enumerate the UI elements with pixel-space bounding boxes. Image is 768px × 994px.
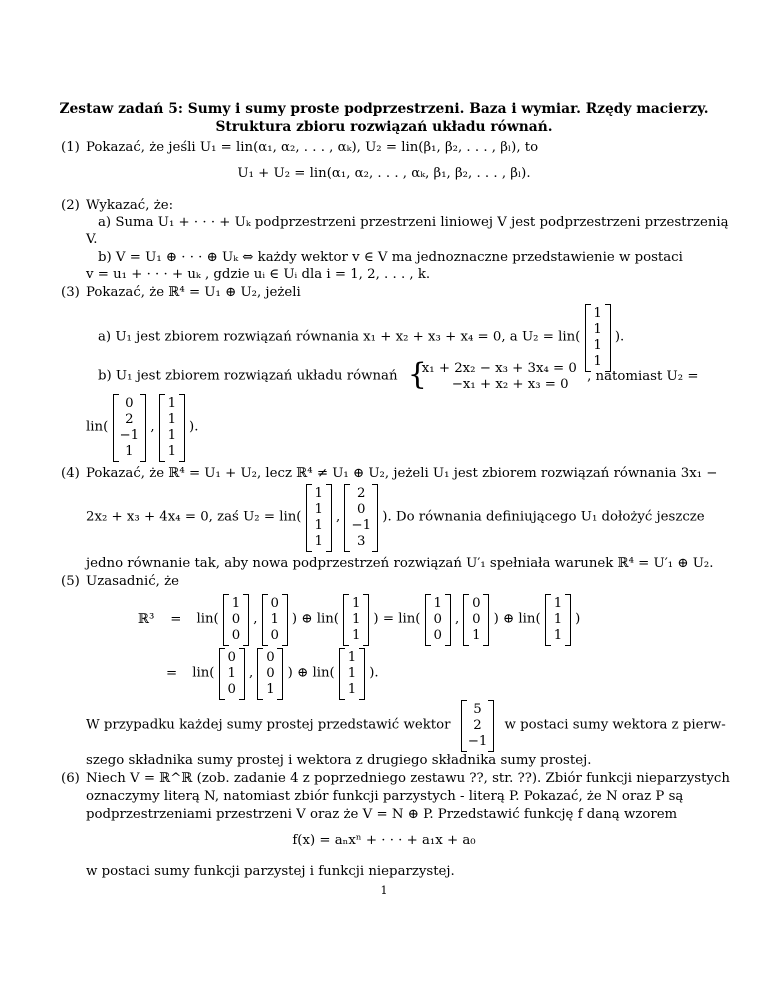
problem-6-label: (6) xyxy=(61,771,80,786)
vector-entry: 3 xyxy=(356,534,366,549)
problem-6-line-4: w postaci sumy funkcji parzystej i funkcji nieparzystej. xyxy=(86,864,455,879)
vector-entry: 1 xyxy=(314,534,323,549)
equals-sign: = xyxy=(170,611,182,627)
problem-3b-text: b) U₁ jest zbiorem rozwiązań układu równań xyxy=(98,368,398,384)
lin-label: lin( xyxy=(86,419,109,435)
vector-entry: 1 xyxy=(314,518,323,533)
vector-5-3 xyxy=(343,594,369,646)
vector-entry: 1 xyxy=(314,486,323,501)
problem-3b xyxy=(98,357,699,393)
vector-entry: 0 xyxy=(356,502,366,517)
problem-6-line-1: Niech V = ℝ^ℝ (zob. zadanie 4 z poprzedniego zestawu ??, str. ??). Zbiór funkcji nieparzystych xyxy=(86,771,730,786)
problem-3a-text: a) U₁ jest zbiorem rozwiązań równania x₁ + x₂ + x₃ + x₄ = 0, a U₂ = lin( xyxy=(98,329,581,345)
vector-entry: 1 xyxy=(553,596,563,611)
close-paren: ). xyxy=(369,665,379,681)
problem-5-w-line xyxy=(86,700,726,752)
problem-2a-line-1: a) Suma U₁ + · · · + Uₖ podprzestrzeni przestrzeni liniowej V jest podprzestrzeni przestrzenią xyxy=(98,215,729,230)
vector-entry: 0 xyxy=(231,612,241,627)
oplus-lin: ) ⊕ lin( xyxy=(287,665,335,681)
vector-entry: 1 xyxy=(553,612,563,627)
vector-entry: 0 xyxy=(270,596,279,611)
problem-4-line-3: jedno równanie tak, aby nowa podprzestrzeń rozwiązań U′₁ spełniała warunek ℝ⁴ = U′₁ ⊕ U₂. xyxy=(86,556,714,571)
vector-entry: 0 xyxy=(433,612,442,627)
vector-entry: 1 xyxy=(433,596,442,611)
problem-2-label: (2) xyxy=(61,198,80,213)
vector-entry: 1 xyxy=(125,444,134,459)
vector-entry: 1 xyxy=(593,322,602,337)
problem-2a-line-2: V. xyxy=(86,232,98,247)
title-line-2: Struktura zbioru rozwiązań układu równań. xyxy=(215,119,553,135)
vector-entry: 2 xyxy=(473,718,482,733)
problem-3b-end: , natomiast U₂ = xyxy=(587,368,699,384)
equals-sign: = xyxy=(166,665,178,681)
comma: , xyxy=(454,611,460,627)
vector-4-1 xyxy=(306,484,332,552)
problem-3b-lin xyxy=(86,394,198,462)
problem-6-equation: f(x) = aₙxⁿ + · · · + a₁x + a₀ xyxy=(292,833,476,848)
vector-entry: 2 xyxy=(356,486,366,501)
vector-entry: 1 xyxy=(167,396,177,411)
vector-5-4 xyxy=(425,594,451,646)
problem-2-text: Wykazać, że: xyxy=(86,198,174,213)
vector-entry: 1 xyxy=(472,628,481,643)
close-paren: ) xyxy=(575,611,581,627)
vector-entry: 0 xyxy=(125,396,134,411)
vector-5-w xyxy=(461,700,495,752)
vector-entry: 1 xyxy=(167,412,177,427)
problem-6-line-2: oznaczymy literą N, natomiast zbiór funkcji parzystych - literą P. Pokazać, że N oraz P są xyxy=(86,789,684,804)
vector-entry: 1 xyxy=(593,338,602,353)
problem-1-label: (1) xyxy=(61,140,80,155)
problem-4-text-b: ). Do równania definiującego U₁ dołożyć jeszcze xyxy=(382,509,705,525)
problem-4-line-2 xyxy=(86,484,705,552)
problem-4-label: (4) xyxy=(61,466,80,481)
vector-entry: 1 xyxy=(231,596,241,611)
problem-5-row-1 xyxy=(138,594,580,646)
problem-5-w-line-2: szego składnika sumy prostej i wektora z drugiego składnika sumy prostej. xyxy=(86,753,592,768)
lin-label: lin( xyxy=(192,665,215,681)
vector-entry: 1 xyxy=(270,612,279,627)
comma: , xyxy=(248,665,254,681)
problem-4-line-1: Pokazać, że ℝ⁴ = U₁ + U₂, lecz ℝ⁴ ≠ U₁ ⊕ U₂, jeżeli U₁ jest zbiorem rozwiązań równania 3x₁ − xyxy=(86,466,718,481)
page-number: 1 xyxy=(380,884,388,897)
comma: , xyxy=(335,509,341,525)
vector-entry: 1 xyxy=(347,666,357,681)
vector-entry: 1 xyxy=(227,666,236,681)
problem-3-text: Pokazać, że ℝ⁴ = U₁ ⊕ U₂, jeżeli xyxy=(86,285,301,300)
vector-5-5 xyxy=(463,594,489,646)
comma: , xyxy=(150,419,155,435)
vector-5-6 xyxy=(545,594,571,646)
vector-entry: 0 xyxy=(231,628,241,643)
vector-entry: 0 xyxy=(433,628,442,643)
vector-entry: 0 xyxy=(270,628,279,643)
vector-5-8 xyxy=(257,648,283,700)
problem-5-text: Uzasadnić, że xyxy=(86,574,179,589)
problem-1-equation: U₁ + U₂ = lin(α₁, α₂, . . . , αₖ, β₁, β₂, . . . , βₗ). xyxy=(237,166,531,181)
vector-entry: 1 xyxy=(314,502,323,517)
vector-entry: 1 xyxy=(553,628,563,643)
problem-2b-line-2: v = u₁ + · · · + uₖ , gdzie uᵢ ∈ Uᵢ dla i = 1, 2, . . . , k. xyxy=(86,267,431,282)
vector-entry: 0 xyxy=(227,650,236,665)
system-row: −x₁ + x₂ + x₃ = 0 xyxy=(451,377,569,392)
vector-entry: 0 xyxy=(472,612,481,627)
vector-5-1 xyxy=(223,594,249,646)
oplus-lin: ) ⊕ lin( xyxy=(493,611,541,627)
problem-5-w-text-2: w postaci sumy wektora z pierw- xyxy=(504,717,726,733)
problem-6-line-3: podprzestrzeniami przestrzeni V oraz że V = N ⊕ P. Przedstawić funkcję f daną wzorem xyxy=(86,807,678,822)
vector-entry: 1 xyxy=(347,650,357,665)
vector-entry: −1 xyxy=(351,518,372,533)
title-line-1: Zestaw zadań 5: Sumy i sumy proste podprzestrzeni. Baza i wymiar. Rzędy macierzy. xyxy=(59,101,709,117)
vector-entry: 1 xyxy=(593,306,602,321)
system-row: x₁ + 2x₂ − x₃ + 3x₄ = 0 xyxy=(421,361,577,376)
problem-4-text-a: 2x₂ + x₃ + 4x₄ = 0, zaś U₂ = lin( xyxy=(86,509,302,525)
vector-entry: 1 xyxy=(266,682,275,697)
problem-1-text: Pokazać, że jeśli U₁ = lin(α₁, α₂, . . . , αₖ), U₂ = lin(β₁, β₂, . . . , βₗ), to xyxy=(86,140,539,155)
vector-entry: 1 xyxy=(347,682,357,697)
vector-entry: 1 xyxy=(167,428,177,443)
R3-symbol: ℝ³ xyxy=(138,611,155,627)
vector-entry: 0 xyxy=(266,650,275,665)
vector-entry: 1 xyxy=(351,612,361,627)
problem-5-label: (5) xyxy=(61,574,80,589)
vector-entry: 0 xyxy=(472,596,481,611)
vector-5-7 xyxy=(219,648,245,700)
vector-entry: 0 xyxy=(227,682,236,697)
equation-system-3b xyxy=(407,357,577,393)
problem-5-w-text-1: W przypadku każdej sumy prostej przedstawić wektor xyxy=(86,717,451,733)
vector-entry: 1 xyxy=(351,628,361,643)
lin-label: lin( xyxy=(196,611,219,627)
problem-5-row-2 xyxy=(166,648,379,700)
problem-3-label: (3) xyxy=(61,285,80,300)
oplus-lin: ) ⊕ lin( xyxy=(291,611,339,627)
vector-entry: −1 xyxy=(467,734,488,749)
vector-entry: 1 xyxy=(593,354,602,369)
vector-entry: 1 xyxy=(351,596,361,611)
vector-entry: 5 xyxy=(473,702,482,717)
vector-entry: 0 xyxy=(266,666,275,681)
vector-entry: 2 xyxy=(125,412,134,427)
vector-3b-2 xyxy=(159,394,185,462)
comma: , xyxy=(253,611,258,627)
close-paren: ). xyxy=(189,419,199,435)
eq-lin: ) = lin( xyxy=(373,611,421,627)
vector-5-2 xyxy=(262,594,288,646)
vector-entry: −1 xyxy=(119,428,140,443)
vector-4-2 xyxy=(344,484,378,552)
vector-3b-1 xyxy=(113,394,147,462)
vector-entry: 1 xyxy=(167,444,177,459)
problem-2b-line-1: b) V = U₁ ⊕ · · · ⊕ Uₖ ⇔ każdy wektor v ∈ V ma jednoznaczne przedstawienie w postaci xyxy=(98,250,683,265)
vector-5-9 xyxy=(339,648,365,700)
brace-icon: { xyxy=(407,357,427,392)
problem-3a-end: ). xyxy=(614,329,625,345)
